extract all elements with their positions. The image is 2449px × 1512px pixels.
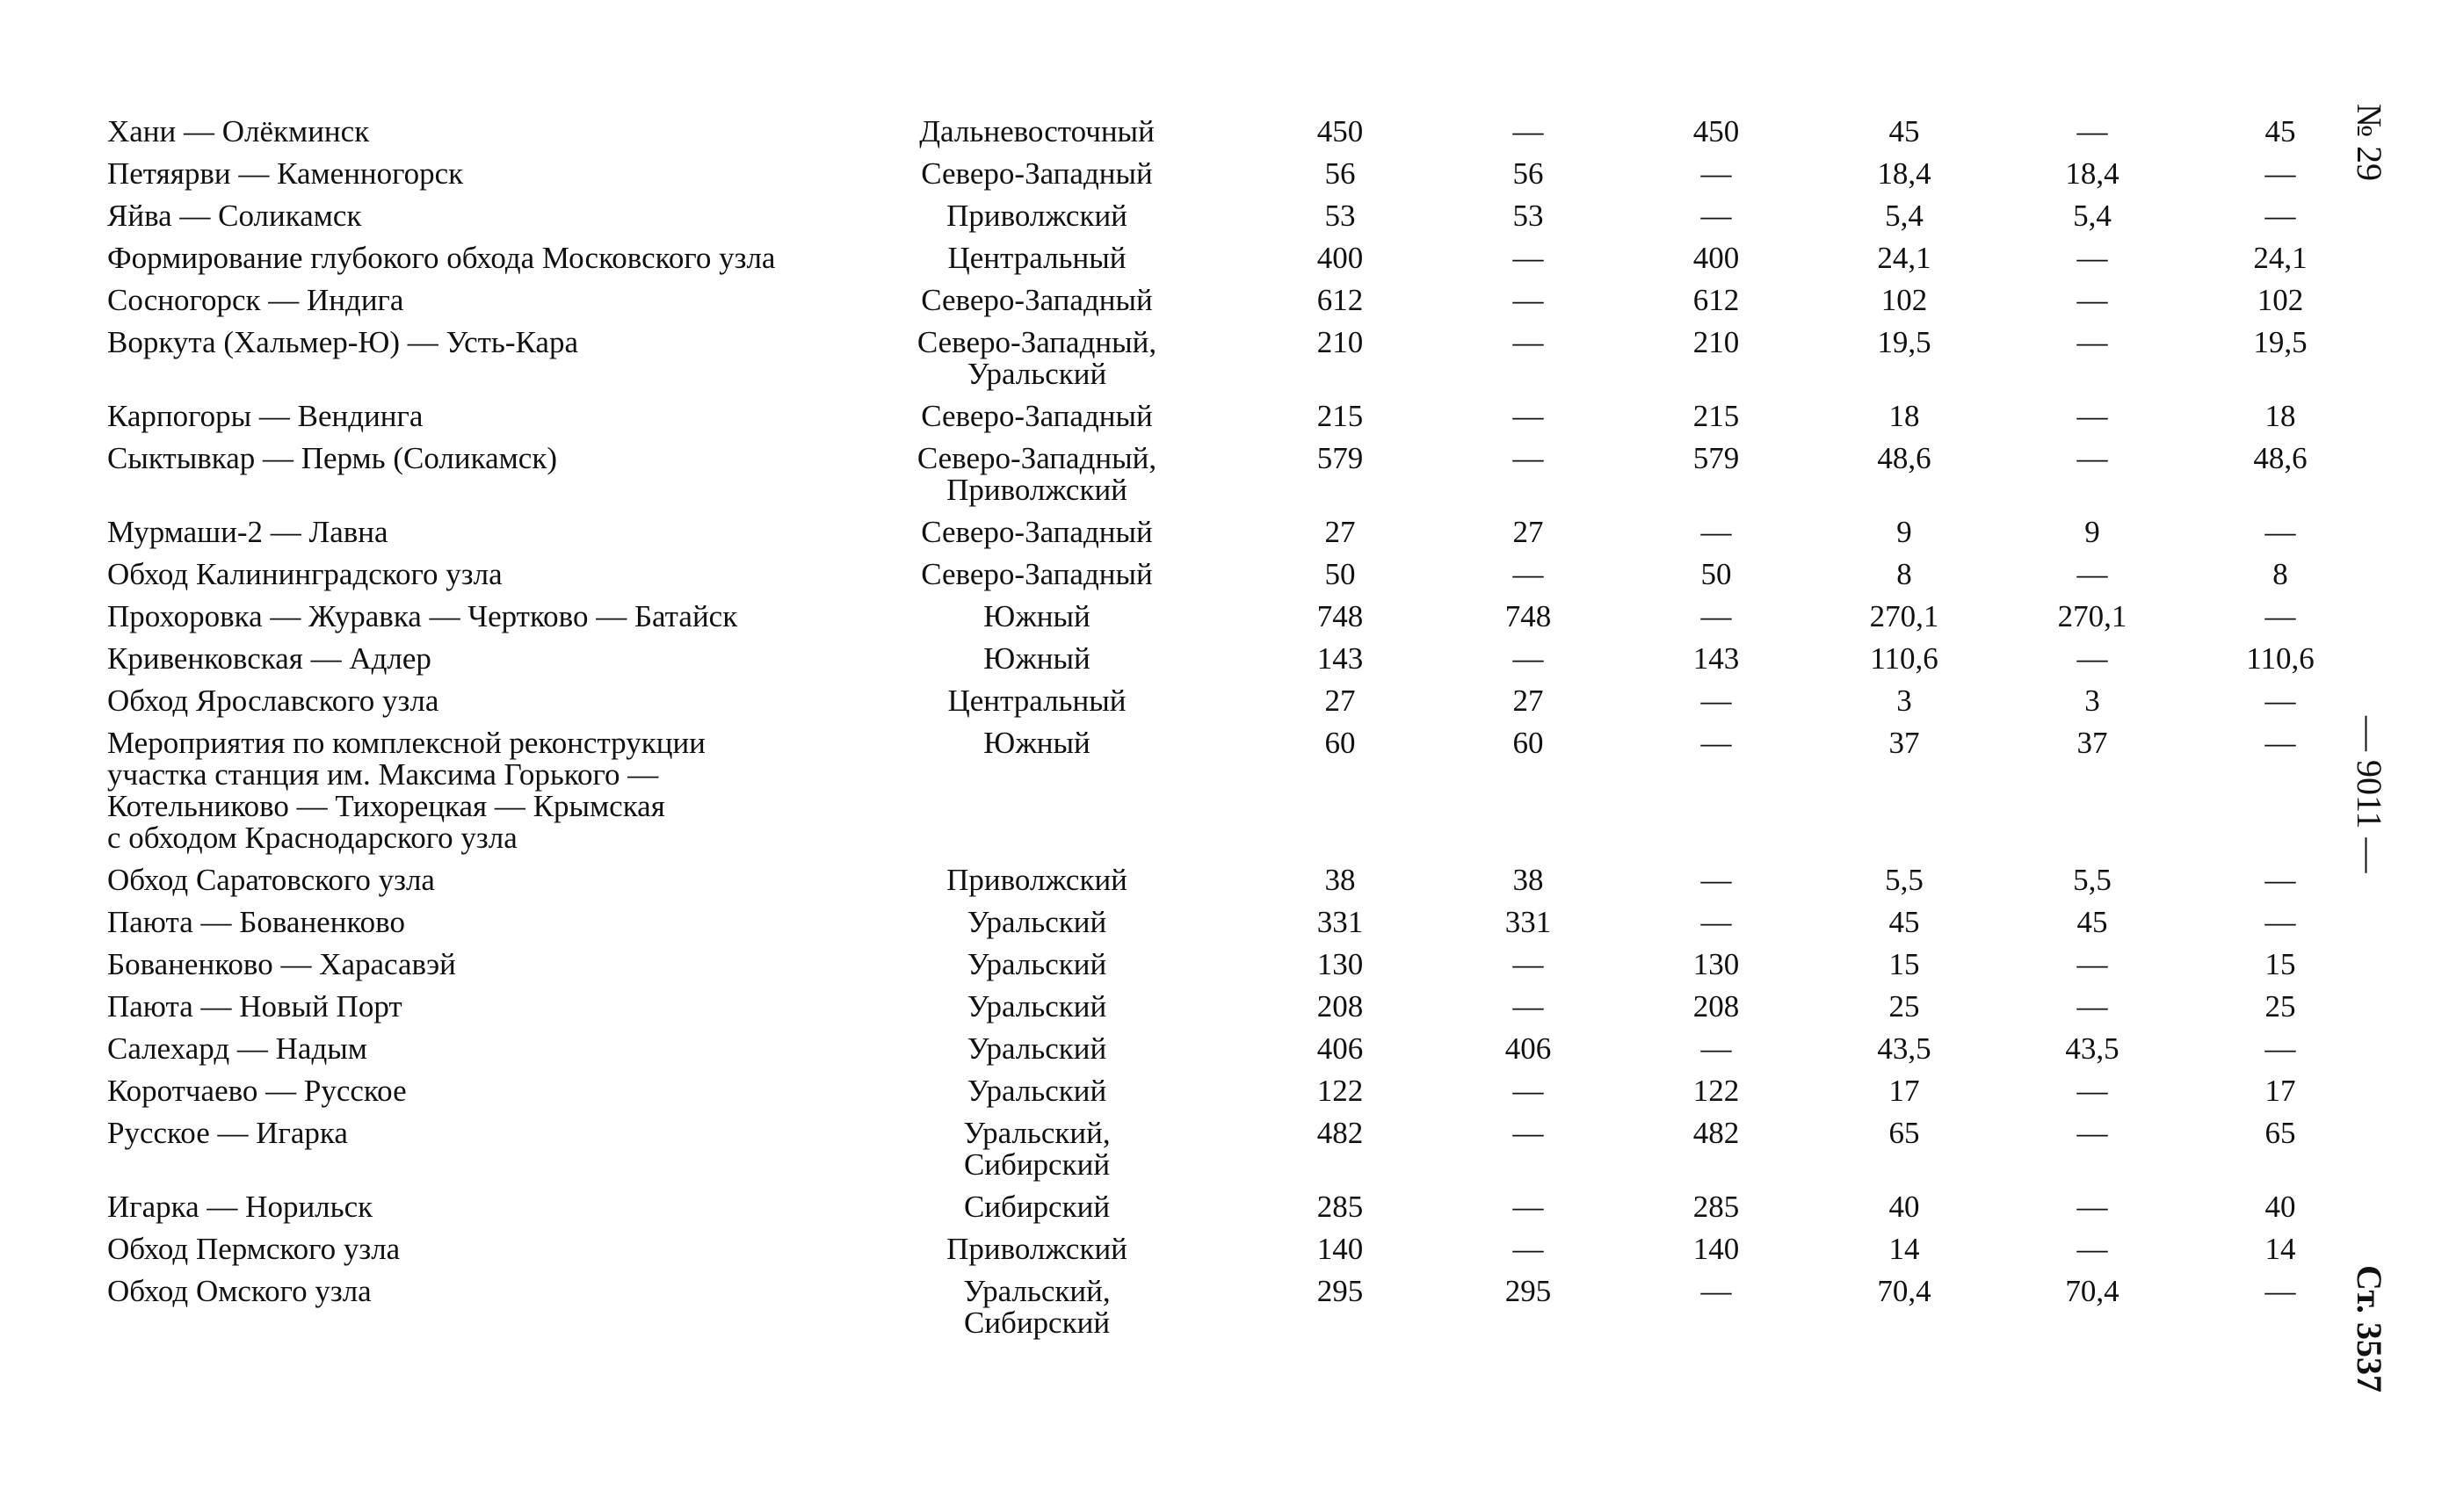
value-c5: 3 [2084,684,2100,718]
value-c6: — [2264,905,2296,939]
table-row [107,1070,2374,1112]
value-c5: — [2076,1190,2108,1224]
value-c3: 50 [1700,557,1732,591]
federal-district: Уральский [967,989,1107,1024]
value-c2: 331 [1504,905,1552,939]
project-name: Салехард — Надым [107,1031,367,1066]
project-name: Хани — Олёкминск [107,114,370,148]
value-c3: 482 [1692,1116,1740,1150]
value-c1: 56 [1324,156,1356,191]
value-c2: 748 [1504,599,1552,633]
value-c4: 19,5 [1877,325,1931,359]
value-c6: 102 [2257,283,2304,317]
value-c4: 8 [1896,557,1912,591]
value-c1: 450 [1316,114,1364,148]
value-c2: — [1512,325,1544,359]
value-c5: 18,4 [2065,156,2119,191]
table-row [107,596,2374,638]
value-c6: — [2264,515,2296,549]
value-c2: — [1512,641,1544,676]
value-c1: 210 [1316,325,1364,359]
value-c3: 285 [1692,1190,1740,1224]
value-c4: 37 [1888,726,1920,760]
value-c6: 17 [2264,1074,2296,1108]
federal-district: Уральский [967,1074,1107,1108]
value-c1: 27 [1324,684,1356,718]
federal-district: Южный [983,641,1090,676]
federal-district: Дальневосточный [919,114,1155,148]
value-c1: 27 [1324,515,1356,549]
table-row [107,237,2374,279]
value-c5: — [2076,399,2108,433]
value-c5: 43,5 [2065,1031,2119,1066]
value-c6: 14 [2264,1232,2296,1266]
table-row [107,322,2374,395]
value-c4: 18,4 [1877,156,1931,191]
project-name: Коротчаево — Русское [107,1074,407,1108]
value-c2: 60 [1512,726,1544,760]
value-c6: — [2264,199,2296,233]
value-c1: 295 [1316,1274,1364,1308]
value-c3: — [1700,726,1732,760]
value-c5: — [2076,241,2108,275]
table-row [107,1186,2374,1228]
value-c1: 748 [1316,599,1364,633]
table-row [107,1028,2374,1070]
value-c1: 50 [1324,557,1356,591]
value-c1: 60 [1324,726,1356,760]
value-c3: — [1700,199,1732,233]
project-name: Карпогоры — Вендинга [107,399,424,433]
value-c6: 40 [2264,1190,2296,1224]
value-c3: 612 [1692,283,1740,317]
value-c2: — [1512,1232,1544,1266]
table-row [107,395,2374,438]
value-c2: — [1512,283,1544,317]
value-c2: — [1512,1116,1544,1150]
value-c6: — [2264,1031,2296,1066]
project-name: Обход Саратовского узла [107,863,435,897]
project-name: Бованенково — Харасавэй [107,947,456,981]
table-row [107,279,2374,322]
project-name: Обход Калининградского узла [107,557,503,591]
value-c4: 5,4 [1885,199,1924,233]
value-c4: 24,1 [1877,241,1931,275]
value-c1: 130 [1316,947,1364,981]
value-c5: — [2076,1074,2108,1108]
value-c1: 406 [1316,1031,1364,1066]
value-c2: 406 [1504,1031,1552,1066]
value-c6: 25 [2264,989,2296,1024]
table-row [107,111,2374,153]
federal-district: Уральский, Сибирский [963,1116,1111,1182]
federal-district: Северо-Западный [921,156,1153,191]
project-name: Яйва — Соликамск [107,199,362,233]
value-c4: 18 [1888,399,1920,433]
project-name: Прохоровка — Журавка — Чертково — Батайск [107,599,738,633]
value-c1: 140 [1316,1232,1364,1266]
value-c5: 5,5 [2073,863,2112,897]
table-row [107,153,2374,195]
value-c5: — [2076,1116,2108,1150]
value-c1: 208 [1316,989,1364,1024]
federal-district: Южный [983,599,1090,633]
value-c2: — [1512,399,1544,433]
federal-district: Центральный [947,684,1127,718]
value-c6: — [2264,1274,2296,1308]
value-c6: 65 [2264,1116,2296,1150]
value-c5: — [2076,1232,2108,1266]
federal-district: Приволжский [946,1232,1127,1266]
value-c2: 27 [1512,684,1544,718]
value-c5: — [2076,947,2108,981]
value-c4: 102 [1880,283,1928,317]
value-c3: 210 [1692,325,1740,359]
table-row [107,1270,2374,1344]
value-c6: 8 [2272,557,2288,591]
value-c4: 5,5 [1885,863,1924,897]
value-c5: 9 [2084,515,2100,549]
value-c2: — [1512,989,1544,1024]
value-c1: 285 [1316,1190,1364,1224]
value-c1: 122 [1316,1074,1364,1108]
table-row [107,511,2374,553]
value-c4: 110,6 [1870,641,1938,676]
page-number: — 9011 — [2350,716,2389,873]
table-row [107,638,2374,680]
federal-district: Южный [983,726,1090,760]
value-c1: 579 [1316,441,1364,475]
table-row [107,1228,2374,1270]
federal-district: Уральский, Сибирский [963,1274,1111,1340]
value-c2: — [1512,1074,1544,1108]
value-c5: 70,4 [2065,1274,2119,1308]
value-c2: 295 [1504,1274,1552,1308]
table-row [107,680,2374,722]
federal-district: Уральский [967,1031,1107,1066]
value-c3: 215 [1692,399,1740,433]
project-name: Игарка — Норильск [107,1190,373,1224]
federal-district: Северо-Западный [921,515,1153,549]
value-c4: 70,4 [1877,1274,1931,1308]
issue-number: № 29 [2350,104,2389,182]
value-c4: 48,6 [1877,441,1931,475]
table-body [107,111,2374,1344]
value-c6: 15 [2264,947,2296,981]
value-c5: — [2076,557,2108,591]
value-c6: 45 [2264,114,2296,148]
federal-district: Северо-Западный, Уральский [917,325,1157,391]
value-c4: 40 [1888,1190,1920,1224]
value-c6: 24,1 [2253,241,2308,275]
project-name: Русское — Игарка [107,1116,348,1150]
value-c3: — [1700,1274,1732,1308]
project-name: Паюта — Новый Порт [107,989,402,1024]
value-c6: — [2264,599,2296,633]
project-name: Обход Ярославского узла [107,684,439,718]
table-row [107,859,2374,901]
value-c5: — [2076,325,2108,359]
value-c3: 450 [1692,114,1740,148]
federal-district: Приволжский [946,199,1127,233]
value-c6: — [2264,726,2296,760]
railway-projects-table [107,111,2374,1344]
value-c1: 143 [1316,641,1364,676]
project-name: Воркута (Хальмер-Ю) — Усть-Кара [107,325,579,359]
value-c6: 19,5 [2253,325,2308,359]
value-c3: — [1700,905,1732,939]
table-row [107,195,2374,237]
value-c3: 122 [1692,1074,1740,1108]
value-c6: 18 [2264,399,2296,433]
value-c1: 53 [1324,199,1356,233]
value-c2: — [1512,241,1544,275]
value-c6: 110,6 [2246,641,2315,676]
table-row [107,986,2374,1028]
value-c4: 270,1 [1869,599,1939,633]
value-c4: 43,5 [1877,1031,1931,1066]
value-c5: — [2076,441,2108,475]
value-c5: 45 [2076,905,2108,939]
value-c4: 9 [1896,515,1912,549]
value-c2: — [1512,1190,1544,1224]
value-c3: 143 [1692,641,1740,676]
project-name: Петяярви — Каменногорск [107,156,464,191]
value-c3: 579 [1692,441,1740,475]
value-c6: 48,6 [2253,441,2308,475]
federal-district: Сибирский [963,1190,1111,1224]
value-c3: — [1700,599,1732,633]
federal-district: Северо-Западный, Приволжский [917,441,1157,507]
value-c5: 5,4 [2073,199,2112,233]
value-c5: — [2076,283,2108,317]
federal-district: Северо-Западный [921,283,1153,317]
project-name: Сыктывкар — Пермь (Соликамск) [107,441,557,475]
federal-district: Северо-Западный [921,557,1153,591]
value-c4: 3 [1896,684,1912,718]
project-name: Обход Пермского узла [107,1232,401,1266]
table-row [107,553,2374,596]
value-c4: 25 [1888,989,1920,1024]
value-c3: 208 [1692,989,1740,1024]
value-c1: 38 [1324,863,1356,897]
value-c6: — [2264,863,2296,897]
value-c1: 612 [1316,283,1364,317]
value-c4: 17 [1888,1074,1920,1108]
value-c4: 14 [1888,1232,1920,1266]
value-c3: — [1700,515,1732,549]
value-c5: — [2076,641,2108,676]
project-name: Кривенковская — Адлер [107,641,431,676]
federal-district: Северо-Западный [921,399,1153,433]
table-row [107,722,2374,859]
value-c2: — [1512,441,1544,475]
value-c2: 56 [1512,156,1544,191]
value-c2: 27 [1512,515,1544,549]
value-c6: — [2264,684,2296,718]
value-c3: — [1700,863,1732,897]
value-c3: 130 [1692,947,1740,981]
value-c3: — [1700,684,1732,718]
value-c5: 37 [2076,726,2108,760]
federal-district: Приволжский [946,863,1127,897]
federal-district: Уральский [967,947,1107,981]
table-row [107,901,2374,944]
table-row [107,1112,2374,1186]
value-c5: — [2076,989,2108,1024]
value-c5: — [2076,114,2108,148]
value-c2: — [1512,947,1544,981]
value-c6: — [2264,156,2296,191]
federal-district: Уральский [967,905,1107,939]
project-name: Паюта — Бованенково [107,905,405,939]
value-c3: 140 [1692,1232,1740,1266]
table-row [107,944,2374,986]
federal-district: Центральный [947,241,1127,275]
value-c1: 482 [1316,1116,1364,1150]
project-name: Формирование глубокого обхода Московского узла [107,241,776,275]
value-c1: 400 [1316,241,1364,275]
value-c2: — [1512,114,1544,148]
project-name: Сосногорск — Индига [107,283,404,317]
value-c1: 215 [1316,399,1364,433]
value-c4: 65 [1888,1116,1920,1150]
value-c3: — [1700,156,1732,191]
project-name: Обход Омского узла [107,1274,372,1308]
value-c1: 331 [1316,905,1364,939]
project-name: Мурмаши-2 — Лавна [107,515,388,549]
value-c3: 400 [1692,241,1740,275]
value-c4: 15 [1888,947,1920,981]
value-c2: 53 [1512,199,1544,233]
value-c4: 45 [1888,114,1920,148]
value-c2: 38 [1512,863,1544,897]
table-row [107,438,2374,511]
project-name: Мероприятия по комплексной реконструкции участка станция им. Максима Горького — Котельниково — Тихорецкая — Крымская с обходом Краснодарского узла [107,726,706,855]
value-c4: 45 [1888,905,1920,939]
article-number: Ст. 3537 [2350,1265,2389,1393]
value-c3: — [1700,1031,1732,1066]
value-c5: 270,1 [2057,599,2127,633]
value-c2: — [1512,557,1544,591]
